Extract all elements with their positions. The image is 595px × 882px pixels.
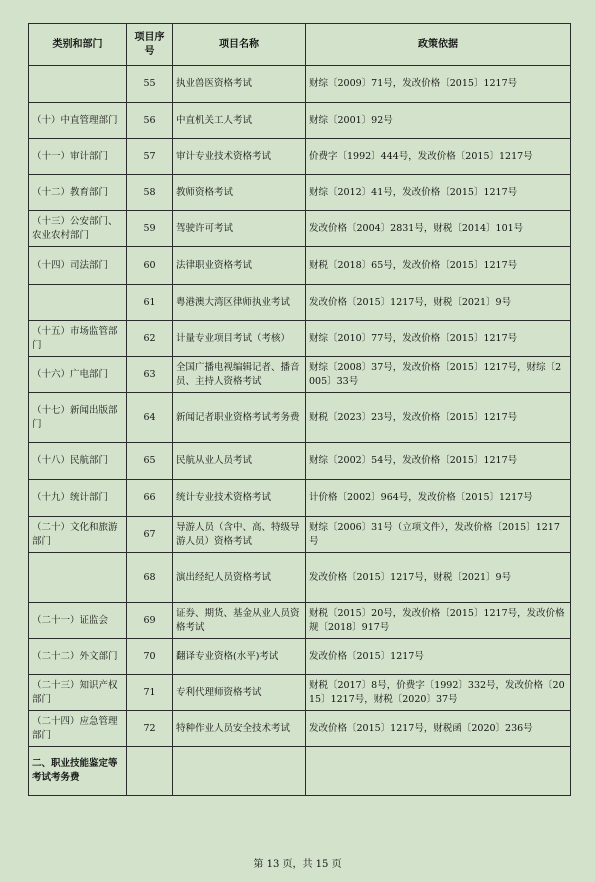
table-row <box>29 175 571 211</box>
row-basis: 发改价格〔2015〕1217号，财税函〔2020〕236号 <box>306 711 571 747</box>
row-basis: 财综〔2010〕77号，发改价格〔2015〕1217号 <box>306 321 571 357</box>
table-row <box>29 480 571 517</box>
row-name: 统计专业技术资格考试 <box>173 480 306 517</box>
row-basis: 财综〔2001〕92号 <box>306 103 571 139</box>
row-category: （十七）新闻出版部门 <box>29 393 127 443</box>
row-category <box>29 553 127 603</box>
row-category: （二十一）证监会 <box>29 603 127 639</box>
row-basis: 财综〔2006〕31号（立项文件），发改价格〔2015〕1217号 <box>306 517 571 553</box>
page-footer: 第 13 页，共 15 页 <box>253 859 342 870</box>
row-number: 60 <box>127 247 173 285</box>
table-row <box>29 285 571 321</box>
row-name: 中直机关工人考试 <box>173 103 306 139</box>
row-name: 教师资格考试 <box>173 175 306 211</box>
row-category: （十二）教育部门 <box>29 175 127 211</box>
row-name: 粤港澳大湾区律师执业考试 <box>173 285 306 321</box>
row-basis: 发改价格〔2015〕1217号，财税〔2021〕9号 <box>306 285 571 321</box>
row-basis: 财综〔2012〕41号，发改价格〔2015〕1217号 <box>306 175 571 211</box>
row-name <box>173 747 306 796</box>
row-number: 57 <box>127 139 173 175</box>
table-row <box>29 357 571 393</box>
header-name: 项目名称 <box>173 24 306 66</box>
row-category: （十）中直管理部门 <box>29 103 127 139</box>
header-basis: 政策依据 <box>306 24 571 66</box>
row-category: （十一）审计部门 <box>29 139 127 175</box>
row-number: 61 <box>127 285 173 321</box>
row-basis: 财综〔2009〕71号，发改价格〔2015〕1217号 <box>306 66 571 103</box>
row-name: 证券、期货、基金从业人员资格考试 <box>173 603 306 639</box>
table-row <box>29 393 571 443</box>
row-basis: 财税〔2017〕8号，价费字〔1992〕332号，发改价格〔2015〕1217号，财税〔2020〕37号 <box>306 675 571 711</box>
row-name: 法律职业资格考试 <box>173 247 306 285</box>
table-row <box>29 517 571 553</box>
header-category: 类别和部门 <box>29 24 127 66</box>
row-category: （二十三）知识产权部门 <box>29 675 127 711</box>
row-name: 执业兽医资格考试 <box>173 66 306 103</box>
row-basis: 财税〔2018〕65号，发改价格〔2015〕1217号 <box>306 247 571 285</box>
row-basis: 财税〔2015〕20号，发改价格〔2015〕1217号，发改价格规〔2018〕917号 <box>306 603 571 639</box>
table-row <box>29 603 571 639</box>
row-basis: 计价格〔2002〕964号，发改价格〔2015〕1217号 <box>306 480 571 517</box>
row-number: 64 <box>127 393 173 443</box>
table-body <box>29 66 571 796</box>
row-name: 专利代理师资格考试 <box>173 675 306 711</box>
table-row <box>29 247 571 285</box>
table-row <box>29 747 571 796</box>
table-row <box>29 321 571 357</box>
row-basis: 发改价格〔2004〕2831号，财税〔2014〕101号 <box>306 211 571 247</box>
row-category <box>29 66 127 103</box>
row-number: 65 <box>127 443 173 480</box>
table-row <box>29 139 571 175</box>
row-name: 民航从业人员考试 <box>173 443 306 480</box>
table-row <box>29 675 571 711</box>
row-name: 特种作业人员安全技术考试 <box>173 711 306 747</box>
row-name: 翻译专业资格(水平)考试 <box>173 639 306 675</box>
row-category: （十三）公安部门、农业农村部门 <box>29 211 127 247</box>
table-row <box>29 103 571 139</box>
row-number: 62 <box>127 321 173 357</box>
row-number: 66 <box>127 480 173 517</box>
table-header-row <box>29 24 571 66</box>
row-number: 68 <box>127 553 173 603</box>
row-category: （二十四）应急管理部门 <box>29 711 127 747</box>
row-number <box>127 747 173 796</box>
row-basis: 财综〔2008〕37号，发改价格〔2015〕1217号，财综〔2005〕33号 <box>306 357 571 393</box>
row-number: 55 <box>127 66 173 103</box>
row-number: 67 <box>127 517 173 553</box>
row-category: （二十二）外文部门 <box>29 639 127 675</box>
row-name: 全国广播电视编辑记者、播音员、主持人资格考试 <box>173 357 306 393</box>
table-row <box>29 711 571 747</box>
row-number: 56 <box>127 103 173 139</box>
row-name: 审计专业技术资格考试 <box>173 139 306 175</box>
row-category: 二、职业技能鉴定等考试考务费 <box>29 747 127 796</box>
row-basis: 财综〔2002〕54号，发改价格〔2015〕1217号 <box>306 443 571 480</box>
row-category <box>29 285 127 321</box>
row-name: 导游人员（含中、高、特级导游人员）资格考试 <box>173 517 306 553</box>
row-name: 计量专业项目考试（考核） <box>173 321 306 357</box>
row-basis: 价费字〔1992〕444号，发改价格〔2015〕1217号 <box>306 139 571 175</box>
row-number: 58 <box>127 175 173 211</box>
table-row <box>29 553 571 603</box>
row-number: 63 <box>127 357 173 393</box>
row-number: 72 <box>127 711 173 747</box>
row-category: （二十）文化和旅游部门 <box>29 517 127 553</box>
row-basis <box>306 747 571 796</box>
row-number: 59 <box>127 211 173 247</box>
row-category: （十四）司法部门 <box>29 247 127 285</box>
row-number: 70 <box>127 639 173 675</box>
row-number: 71 <box>127 675 173 711</box>
row-category: （十九）统计部门 <box>29 480 127 517</box>
table-row <box>29 639 571 675</box>
row-basis: 财税〔2023〕23号，发改价格〔2015〕1217号 <box>306 393 571 443</box>
row-name: 演出经纪人员资格考试 <box>173 553 306 603</box>
row-name: 新闻记者职业资格考试考务费 <box>173 393 306 443</box>
table-row <box>29 66 571 103</box>
row-category: （十五）市场监管部门 <box>29 321 127 357</box>
row-number: 69 <box>127 603 173 639</box>
fee-table <box>28 23 571 796</box>
row-category: （十八）民航部门 <box>29 443 127 480</box>
table-row <box>29 443 571 480</box>
row-basis: 发改价格〔2015〕1217号，财税〔2021〕9号 <box>306 553 571 603</box>
row-basis: 发改价格〔2015〕1217号 <box>306 639 571 675</box>
header-number: 项目序号 <box>127 24 173 66</box>
row-name: 驾驶许可考试 <box>173 211 306 247</box>
row-category: （十六）广电部门 <box>29 357 127 393</box>
table-row <box>29 211 571 247</box>
